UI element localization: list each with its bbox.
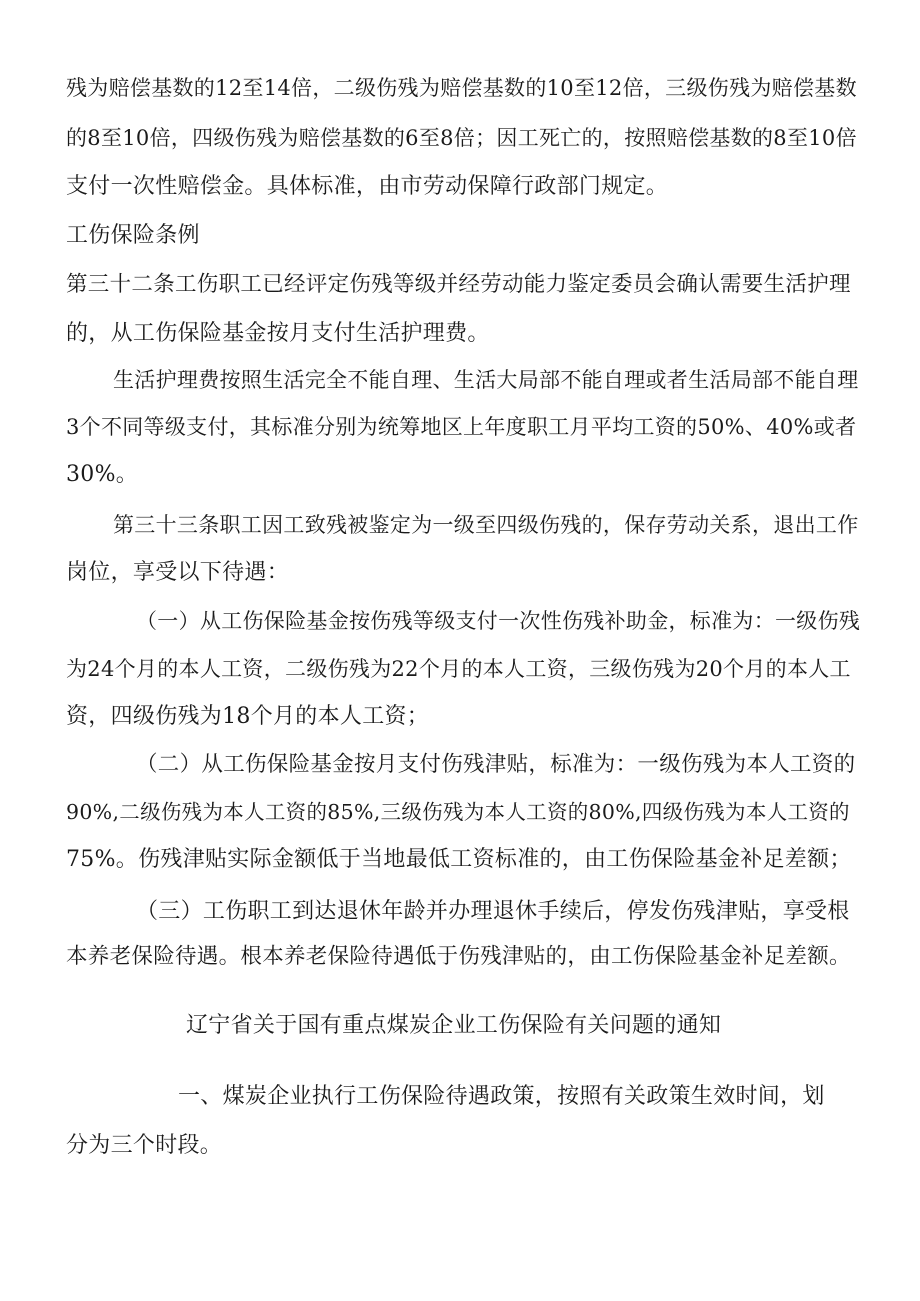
article-33-line: 第三十三条职工因工致残被鉴定为一级至四级伤残的，保存劳动关系，退出工作: [113, 513, 859, 537]
text-line: 残为赔偿基数的12至14倍，二级伤残为赔偿基数的10至12倍，三级伤残为赔偿基数: [66, 76, 857, 100]
article-32-line: 第三十二条工伤职工已经评定伤残等级并经劳动能力鉴定委员会确认需要生活护理: [66, 272, 851, 297]
text-line: 的8至10倍，四级伤残为赔偿基数的6至8倍；因工死亡的，按照赔偿基数的8至10倍: [66, 126, 857, 150]
text-line: 本养老保险待遇。根本养老保险待遇低于伤残津贴的，由工伤保险基金补足差额。: [66, 944, 851, 969]
text-line: 支付一次性赔偿金。具体标准，由市劳动保障行政部门规定。: [66, 174, 669, 199]
section-heading: 工伤保险条例: [66, 223, 200, 248]
text-line: 资，四级伤残为18个月的本人工资；: [66, 704, 430, 729]
text-line: 分为三个时段。: [66, 1133, 223, 1158]
text-line: 30%。: [66, 462, 139, 487]
notice-title: 辽宁省关于国有重点煤炭企业工伤保险有关问题的通知: [186, 1013, 722, 1038]
text-line: 的，从工伤保险基金按月支付生活护理费。: [66, 321, 490, 346]
text-line: 75%。伤残津贴实际金额低于当地最低工资标准的，由工伤保险基金补足差额；: [66, 847, 852, 872]
list-item-3: （三）工伤职工到达退休年龄并办理退休手续后，停发伤残津贴，享受根: [136, 899, 850, 924]
text-line: 90%,二级伤残为本人工资的85%,三级伤残为本人工资的80%,四级伤残为本人工资的: [66, 800, 850, 824]
list-item-1: （一）从工伤保险基金按伤残等级支付一次性伤残补助金，标准为：一级伤残: [136, 609, 861, 633]
notice-paragraph: 一、煤炭企业执行工伤保险待遇政策，按照有关政策生效时间，划: [178, 1084, 825, 1109]
text-line: 岗位，享受以下待遇：: [66, 560, 290, 585]
text-line: 为24个月的本人工资，二级伤残为22个月的本人工资，三级伤残为20个月的本人工: [66, 657, 851, 681]
list-item-2: （二）从工伤保险基金按月支付伤残津贴，标准为：一级伤残为本人工资的: [136, 752, 856, 777]
paragraph-start: 生活护理费按照生活完全不能自理、生活大局部不能自理或者生活局部不能自理: [113, 368, 859, 392]
text-line: 3个不同等级支付，其标准分别为统筹地区上年度职工月平均工资的50%、40%或者: [66, 415, 857, 439]
